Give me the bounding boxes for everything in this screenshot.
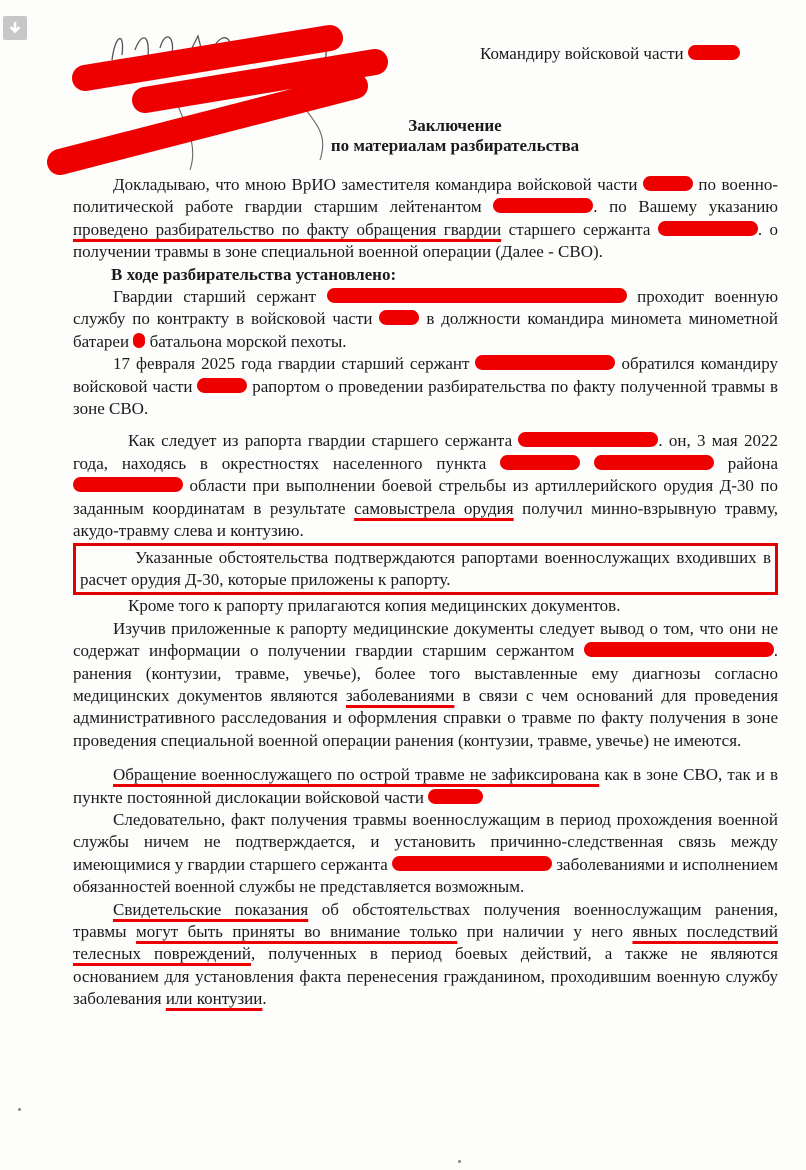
paragraph-circumstances	[73, 430, 778, 542]
text: .	[262, 989, 267, 1009]
text: в должности командира миномета минометной батареи	[73, 309, 779, 351]
text: , полученных в период боевых действий, а также не являются основанием для установления факта перенесения гражданином, проходившим военную службу заболевания	[73, 944, 778, 1009]
underlined-text: заболеваниями	[345, 685, 455, 705]
paragraph-conclusion	[73, 809, 778, 899]
redaction-mark	[643, 176, 693, 191]
text: Как следует из рапорта гвардии старшего сержанта	[128, 431, 513, 451]
redaction-mark	[379, 310, 419, 325]
text: . ранения (контузии, травме, увечье), более того выставленные ему диагнозы согласно медицинских документов являются	[73, 641, 778, 705]
text: . по Вашему указанию	[593, 197, 778, 217]
text: батальона морской пехоты.	[149, 331, 347, 351]
text: как в зоне СВО, так и в пункте постоянной дислокации войсковой части	[73, 765, 778, 807]
handwritten-annotation	[0, 0, 806, 190]
underlined-text: явных последствий телесных повреждений	[73, 922, 778, 964]
document-title: Заключение	[408, 116, 502, 135]
redaction-mark	[658, 221, 758, 236]
paragraph-intro	[73, 174, 778, 264]
text: 17 февраля 2025 года гвардии старший сержант	[113, 354, 470, 374]
underlined-text: Обращение военнослужащего по острой травме не зафиксирована	[113, 765, 600, 785]
boxed-paragraph: Указанные обстоятельства подтверждаются рапортами военнослужащих входивших в расчет орудия Д-30, которые приложены к рапорту.	[73, 543, 778, 596]
redaction-mark	[327, 288, 627, 303]
text: обратился командиру войсковой части	[73, 354, 779, 396]
scan-speck	[458, 1160, 461, 1163]
text: по военно-политической работе гвардии старшим лейтенантом	[73, 175, 779, 217]
redaction-mark	[493, 198, 593, 213]
redaction-mark	[197, 378, 247, 393]
text: района	[727, 453, 779, 473]
underlined-text: могут быть приняты во внимание только	[136, 922, 458, 941]
redaction-mark	[584, 642, 774, 657]
text: рапортом о проведении разбирательства по факту полученной травмы в зоне СВО.	[73, 376, 778, 419]
underlined-text: или контузии	[165, 989, 263, 1009]
paragraph-medical	[73, 618, 778, 752]
text: при наличии у него	[466, 922, 624, 941]
paragraph-report	[73, 353, 778, 420]
redaction-mark	[475, 355, 615, 370]
redaction-mark	[688, 45, 740, 60]
underlined-text: проведено разбирательство по факту обращения гвардии	[73, 219, 502, 239]
paragraph-testimony	[73, 899, 778, 1011]
addressee-text: Командиру войсковой части	[480, 44, 684, 63]
section-heading: В ходе разбирательства установлено:	[111, 264, 397, 284]
text: в связи с чем оснований для проведения административного расследования и оформления справки о травме по факту получения в зоне проведения специальной военной операции ранения (контузии, травме, увечье) не имеются.	[73, 685, 779, 750]
redaction-mark	[133, 333, 145, 348]
document-body	[73, 174, 778, 1011]
text: Изучив приложенные к рапорту медицинские документы следует вывод о том, что они не содержат информации о получении гвардии старшим сержантом	[73, 618, 778, 661]
underlined-text: самовыстрела орудия	[354, 498, 514, 518]
text: Докладываю, что мною ВрИО заместителя командира войсковой части	[113, 175, 638, 194]
text: области при выполнении боевой стрельбы из артиллерийского орудия Д-30 по заданным координатам в результате	[73, 476, 778, 518]
redaction-mark	[428, 789, 483, 804]
text: . о получении травмы в зоне специальной военной операции (Далее - СВО).	[73, 219, 778, 262]
text: Следовательно, факт получения травмы военнослужащим в период прохождения военной службы ничем не подтверждается, и установить причинно-следственная связь между имеющимися у гвардии старшего сержанта	[73, 809, 778, 874]
text: заболеваниями и исполнением обязанностей военной службы не представляется возможным.	[73, 854, 779, 897]
text: получил минно-взрывную травму, акудо-травму слева и контузию.	[73, 498, 779, 541]
redaction-mark	[73, 477, 183, 492]
text: . он, 3 мая 2022 года, находясь в окрестностях населенного пункта	[73, 431, 778, 473]
paragraph-not-recorded	[73, 764, 778, 809]
text: старшего сержанта	[508, 219, 651, 239]
redaction-mark	[500, 455, 580, 470]
text: проходит военную службу по контракту в войсковой части	[73, 287, 779, 329]
paragraph-attachments: Кроме того к рапорту прилагаются копия медицинских документов.	[128, 596, 621, 616]
redaction-mark	[392, 856, 552, 871]
text: Гвардии старший сержант	[113, 287, 316, 307]
text: об обстоятельствах получения военнослужащим ранения, травмы	[73, 899, 779, 941]
redaction-mark	[518, 432, 658, 447]
document-subtitle: по материалам разбирательства	[330, 136, 580, 155]
addressee-line	[480, 44, 740, 64]
underlined-text: Свидетельские показания	[113, 899, 309, 919]
redaction-mark	[594, 455, 714, 470]
paragraph-service	[73, 286, 778, 353]
scan-speck	[18, 1108, 21, 1111]
